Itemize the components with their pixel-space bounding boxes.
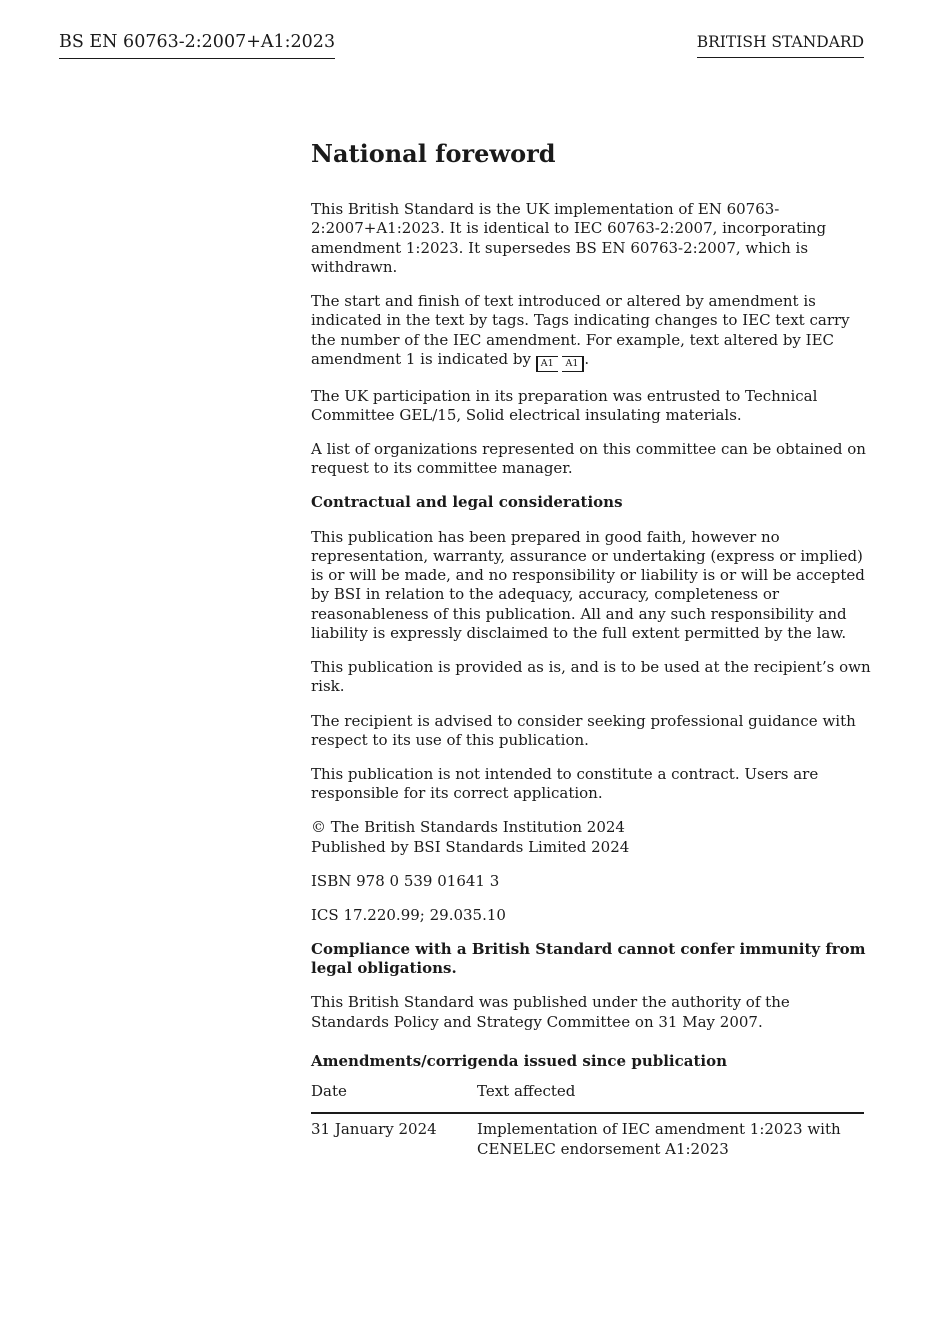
table-header-row [311, 1081, 864, 1113]
date-column-header: Date [311, 1081, 477, 1113]
amendments-table [311, 1081, 864, 1159]
text-affected-column-header: Text affected [477, 1081, 864, 1113]
disclaimer-paragraph: This publication has been prepared in good faith, however no representation, warranty, assurance or undertaking (express or implied) is or will be made, and no responsibility or liability is or will be accepted by BSI in relation to the adequacy, accuracy, completeness or reasonableness of this publication. All and any such responsibility and liability is expressly disclaimed to the full extent permitted by the law. [311, 527, 865, 643]
amendment-end-tag-icon: A1 [562, 356, 584, 372]
amendment-tags-end: . [584, 349, 590, 368]
table-row [311, 1113, 864, 1159]
not-contract-paragraph: This publication is not intended to constitute a contract. Users are responsible for its correct application. [311, 764, 819, 803]
contractual-heading: Contractual and legal considerations [311, 493, 623, 512]
copyright-line: © The British Standards Institution 2024 [311, 818, 625, 837]
isbn: ISBN 978 0 539 01641 3 [311, 871, 500, 890]
amendments-title: Amendments/corrigenda issued since publication [311, 1051, 727, 1070]
amendment-text-affected: Implementation of IEC amendment 1:2023 with CENELEC endorsement A1:2023 [477, 1120, 841, 1158]
document-id: BS EN 60763-2:2007+A1:2023 [59, 30, 335, 59]
compliance-notice: Compliance with a British Standard cannot confer immunity from legal obligations. [311, 939, 866, 978]
amendment-start-tag-icon: A1 [536, 356, 558, 372]
implementation-paragraph: This British Standard is the UK implementation of EN 60763-2:2007+A1:2023. It is identical to IEC 60763-2:2007, incorporating amendment 1:2023. It supersedes BS EN 60763-2:2007, which is withdrawn. [311, 200, 827, 276]
committee-paragraph: The UK participation in its preparation was entrusted to Technical Committee GEL/15, Solid electrical insulating materials. [311, 386, 818, 424]
foreword-content [311, 138, 871, 1159]
document-category: BRITISH STANDARD [697, 31, 864, 58]
page-title: National foreword [311, 139, 556, 168]
guidance-paragraph: The recipient is advised to consider seeking professional guidance with respect to its use of this publication. [311, 711, 856, 749]
amendment-date: 31 January 2024 [311, 1120, 437, 1139]
amendment-tags-text: The start and finish of text introduced or altered by amendment is indicated in the text by tags. Tags indicating changes to IEC text carry the number of the IEC amendment. For example, text altered by IEC amendment 1 is indicated by [311, 291, 850, 368]
authority-paragraph: This British Standard was published under the authority of the Standards Policy and Strategy Committee on 31 May 2007. [311, 993, 790, 1031]
own-risk-paragraph: This publication is provided as is, and is to be used at the recipient’s own risk. [311, 658, 871, 696]
copyright-block [311, 818, 871, 857]
publisher-line: Published by BSI Standards Limited 2024 [311, 837, 630, 856]
amendment-tags-paragraph [311, 292, 871, 372]
ics: ICS 17.220.99; 29.035.10 [311, 905, 506, 924]
organizations-paragraph: A list of organizations represented on this committee can be obtained on request to its committee manager. [311, 440, 866, 478]
